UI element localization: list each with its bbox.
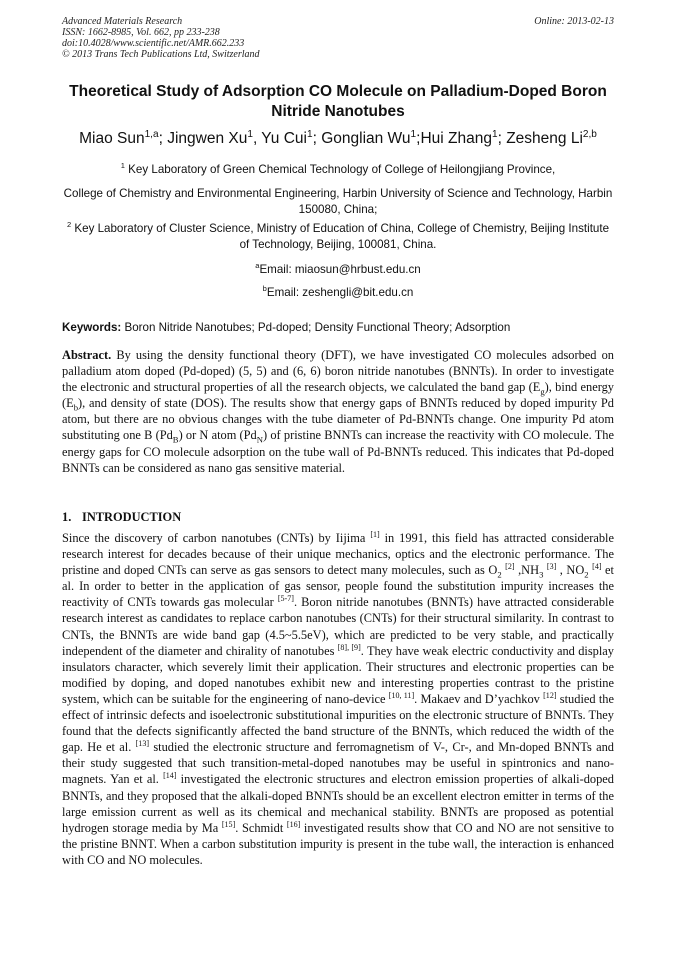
subscript: b [73,402,79,413]
journal-header [62,16,614,60]
author-name: Hui Zhang [420,130,492,147]
abstract-text: ), bind energy (E [62,380,614,411]
intro-text: . Schmidt [235,820,287,835]
introduction-paragraph [62,530,614,868]
email-a [62,262,614,278]
affiliation-number: 1 [120,161,125,171]
citation: [1] [370,529,380,539]
author-name: Jingwen Xu [167,130,248,147]
author-separator: ; [497,130,507,147]
online-date: Online: 2013-02-13 [534,16,614,27]
subscript: 2 [497,569,502,580]
section-title: INTRODUCTION [82,510,182,524]
subscript: N [256,434,264,445]
abstract-text: By using the density functional theory (DFT), we have investigated CO molecules adsorbed on palladium atom doped (Pd-doped) (5, 5) and (6, 6) boron nitride nanotubes (BNNTs). In order to investigate the electronic and structural properties of all the research objects, we calculated the band gap (E [62,348,614,395]
email-text: Email: miaosun@hrbust.edu.cn [259,263,421,276]
affiliation-1-second-line: College of Chemistry and Environmental Engineering, Harbin University of Science and Technology, Harbin 150080, China; [63,187,613,216]
keywords [62,320,614,336]
author-separator: ; [312,130,322,147]
affiliation-text: Key Laboratory of Cluster Science, Ministry of Education of China, College of Chemistry, Beijing Institute of Technology, Beijing, 100081, China. [71,222,610,251]
affiliation-number: 2 [66,220,72,230]
author-affiliation-mark: 2,b [582,128,597,140]
paper-title: Theoretical Study of Adsorption CO Molecule on Palladium-Doped Boron Nitride Nanotubes [69,83,607,120]
author-affiliation-mark: 1 [247,128,253,140]
intro-text: Since the discovery of carbon nanotubes (CNTs) by Iijima [62,531,371,545]
intro-text: in 1991, this field has attracted considerable research interest for decades because of their unique mechanics, optics and the electronic performance. The pristine and doped CNTs can serve as gas sensors to detect many molecules, such as O [62,531,614,578]
author-list [62,128,614,150]
author-affiliation-mark: 1 [410,128,417,140]
email-b [62,285,614,301]
citation: [14] [163,771,177,781]
citation: [13] [135,739,150,749]
intro-text: studied the electronic structure and ferromagnetism of V-, Cr-, and Mn-doped BNNTs and their study suggested that such transition-metal-doped nanotubes may be useful in spintronics and nano-magnets. Yan et al. [62,740,614,787]
subscript: 2 [584,569,589,580]
affiliation-1-first-line [62,162,614,178]
author-name: Gonglian Wu [321,130,411,147]
author-separator: ; [416,130,421,147]
citation: [4] [592,562,602,572]
intro-text: studied the effect of intrinsic defects and isoelectronic substitutional impurities on the electronic structure of BNNTs. They found that the defects significantly affected the band structure of the BNNTs, which reduced the width of the gap. He et al. [62,691,614,755]
citation: [2] [505,562,515,572]
author-affiliation-mark: 1 [491,128,498,140]
email-mark: b [262,284,267,294]
citation: [10, 11] [388,690,415,700]
subscript: B [172,434,179,445]
intro-text: . Makaev and D’yachkov [414,691,544,706]
intro-text: et al. In order to better in the application of gas sensor, people found the substitution impurity increases the reactivity of CNTs towards gas molecular [62,563,614,610]
keywords-label: Keywords: [62,321,122,334]
author-separator: , [252,130,262,147]
citation: [8], [9] [337,642,361,652]
author-separator: ; [158,130,168,147]
intro-text: investigated results show that CO and NO are not sensitive to the pristine BNNT. When a carbon substitution impurity is present in the tube wall, the interaction is enhanced with CO and NO molecules. [62,820,614,867]
intro-text: investigated the electronic structures and electron emission properties of alkali-doped BNNTs, and they proposed that the alkali-doped BNNTs should be an excellent electron emitter in terms of the large emission current as well as its chemical and mechanical stability. BNNTs are proposed as potential hydrogen storage media by Ma [62,772,614,835]
intro-text: . They have weak electric conductivity and display insulators character, which severely limit their application. Their structures and electronic properties can be modified by doping, and doped nanotubes exhibit new and interesting properties contrast to the pristine system, which can be suitable for the engineering of nano-device [62,643,615,706]
section-number: 1. [62,510,72,524]
author-name: Zesheng Li [506,130,583,147]
author-name: Yu Cui [261,130,307,147]
abstract-text: ) of pristine BNNTs can increase the reactivity with CO molecule. The energy gaps for CO molecule adsorption on the tube wall of Pd-BNNTs reduced. This indicates that Pd-doped BNNTs can be considered as nano gas sensitive material. [62,428,614,475]
subscript: g [540,386,545,397]
citation: [3] [546,562,557,572]
citation: [16] [286,819,301,829]
doi-line: doi:10.4028/www.scientific.net/AMR.662.233 [62,38,245,49]
subscript: 3 [539,569,544,580]
citation: [12] [543,690,557,700]
keywords-text: Boron Nitride Nanotubes; Pd-doped; Density Functional Theory; Adsorption [121,321,511,334]
intro-text: , NO [556,563,585,578]
abstract [62,347,614,476]
copyright-line: © 2013 Trans Tech Publications Ltd, Switzerland [62,49,260,60]
abstract-text: ), and density of state (DOS). The results show that energy gaps of BNNTs reduced by doped impurity Pd atom, but there are no obvious changes with the tube diameter of Pd-BNNTs change. One impurity Pd atom substituting one B (Pd [62,396,614,443]
journal-name: Advanced Materials Research [62,16,183,27]
citation: [5-7] [277,594,294,604]
author-affiliation-mark: 1,a [144,128,159,140]
email-mark: a [255,261,260,271]
intro-text: ,NH [514,563,540,578]
intro-text: . Boron nitride nanotubes (BNNTs) have attracted considerable research interest as candidates to replace carbon nanotubes (CNTs) for their structural similarity. In contrast to CNTs, the BNNTs are wide band gap (4.5~5.5eV), which are predicted to be very stable, and practically independent of the diameter and chirality of nanotubes [62,595,615,658]
issn-line: ISSN: 1662-8985, Vol. 662, pp 233-238 [62,27,220,38]
affiliation-text: Key Laboratory of Green Chemical Technology of College of Heilongjiang Province, [124,163,556,176]
abstract-label: Abstract. [62,348,112,362]
section-heading [62,509,181,525]
email-text: Email: zeshengli@bit.edu.cn [266,286,414,299]
citation: [15] [221,819,236,829]
author-name: Miao Sun [79,130,145,147]
affiliation-2 [62,221,614,253]
author-affiliation-mark: 1 [306,128,313,140]
abstract-text: ) or N atom (Pd [178,428,257,443]
